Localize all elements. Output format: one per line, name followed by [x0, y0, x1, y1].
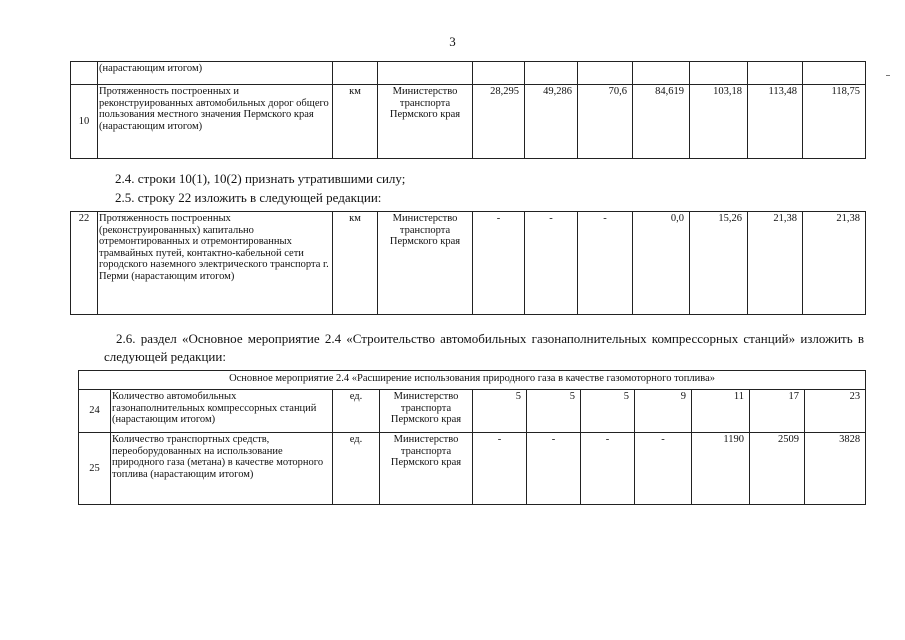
cell-value	[578, 62, 633, 85]
cell-value: 15,26	[690, 212, 748, 315]
cell-responsible: Министерство транспорта Пермского края	[378, 85, 473, 159]
paragraph-2-6: 2.6. раздел «Основное мероприятие 2.4 «Строительство автомобильных газонаполнительных компрессорных станций» изложить в следующей редакции:	[104, 331, 864, 364]
cell-value: 0,0	[633, 212, 690, 315]
cell-value: 70,6	[578, 85, 633, 159]
cell-responsible	[378, 62, 473, 85]
cell-value: -	[578, 212, 633, 315]
paragraph-2-4: 2.4. строки 10(1), 10(2) признать утратившими силу;	[115, 171, 406, 186]
paragraph-2-5: 2.5. строку 22 изложить в следующей редакции:	[115, 190, 382, 205]
cell-value: 21,38	[803, 212, 866, 315]
cell-value: -	[527, 433, 581, 505]
cell-value: 84,619	[633, 85, 690, 159]
cell-value: 2509	[750, 433, 805, 505]
cell-value: 17	[750, 390, 805, 433]
page-number: 3	[449, 34, 456, 49]
cell-responsible: Министерство транспорта Пермского края	[380, 433, 473, 505]
table-row-22	[71, 212, 866, 315]
cell-num	[71, 62, 98, 85]
cell-responsible: Министерство транспорта Пермского края	[380, 390, 473, 433]
cell-value: 5	[581, 390, 635, 433]
cell-value: 11	[692, 390, 750, 433]
cell-value: 49,286	[525, 85, 578, 159]
scan-mark	[886, 75, 890, 76]
table-indicator-22	[70, 211, 866, 315]
cell-indicator-name: Протяженность построенных (реконструированных) капитально отремонтированных и отремонтированных трамвайных путей, контактно-кабельной сети городского наземного электрического транспорта г. Перми (нарастающим итогом)	[98, 212, 333, 315]
table-row-continuation	[71, 62, 866, 85]
cell-unit: км	[333, 85, 378, 159]
cell-value	[525, 62, 578, 85]
cell-num: 25	[79, 433, 111, 505]
section-header-row	[79, 371, 866, 390]
cell-responsible: Министерство транспорта Пермского края	[378, 212, 473, 315]
table-indicators-part1	[70, 61, 866, 159]
cell-value: -	[525, 212, 578, 315]
cell-unit: ед.	[333, 390, 380, 433]
cell-value: 5	[527, 390, 581, 433]
cell-indicator-name: Количество автомобильных газонаполнительных компрессорных станций (нарастающим итогом)	[111, 390, 333, 433]
table-row-25	[79, 433, 866, 505]
section-header: Основное мероприятие 2.4 «Расширение использования природного газа в качестве газомоторного топлива»	[79, 371, 866, 390]
cell-value: 21,38	[748, 212, 803, 315]
cell-value: 118,75	[803, 85, 866, 159]
cell-value: 103,18	[690, 85, 748, 159]
cell-value: 23	[805, 390, 866, 433]
table-main-activity-2-4	[78, 370, 866, 505]
cell-value	[803, 62, 866, 85]
cell-indicator-name: (нарастающим итогом)	[98, 62, 333, 85]
cell-unit: ед.	[333, 433, 380, 505]
cell-num: 24	[79, 390, 111, 433]
cell-indicator-name: Протяженность построенных и реконструированных автомобильных дорог общего пользования местного значения Пермского края (нарастающим итогом)	[98, 85, 333, 159]
cell-value: 3828	[805, 433, 866, 505]
cell-value: 1190	[692, 433, 750, 505]
cell-num: 22	[71, 212, 98, 315]
cell-value	[633, 62, 690, 85]
cell-value	[748, 62, 803, 85]
cell-value: 5	[473, 390, 527, 433]
cell-value: 9	[635, 390, 692, 433]
cell-value	[690, 62, 748, 85]
cell-num: 10	[71, 85, 98, 159]
table-row-10	[71, 85, 866, 159]
cell-value: -	[635, 433, 692, 505]
cell-value: 28,295	[473, 85, 525, 159]
cell-indicator-name: Количество транспортных средств, переоборудованных на использование природного газа (метана) в качестве моторного топлива (нарастающим итогом)	[111, 433, 333, 505]
cell-value	[473, 62, 525, 85]
cell-value: -	[473, 433, 527, 505]
cell-unit: км	[333, 212, 378, 315]
cell-value: 113,48	[748, 85, 803, 159]
cell-value: -	[581, 433, 635, 505]
cell-unit	[333, 62, 378, 85]
table-row-24	[79, 390, 866, 433]
cell-value: -	[473, 212, 525, 315]
